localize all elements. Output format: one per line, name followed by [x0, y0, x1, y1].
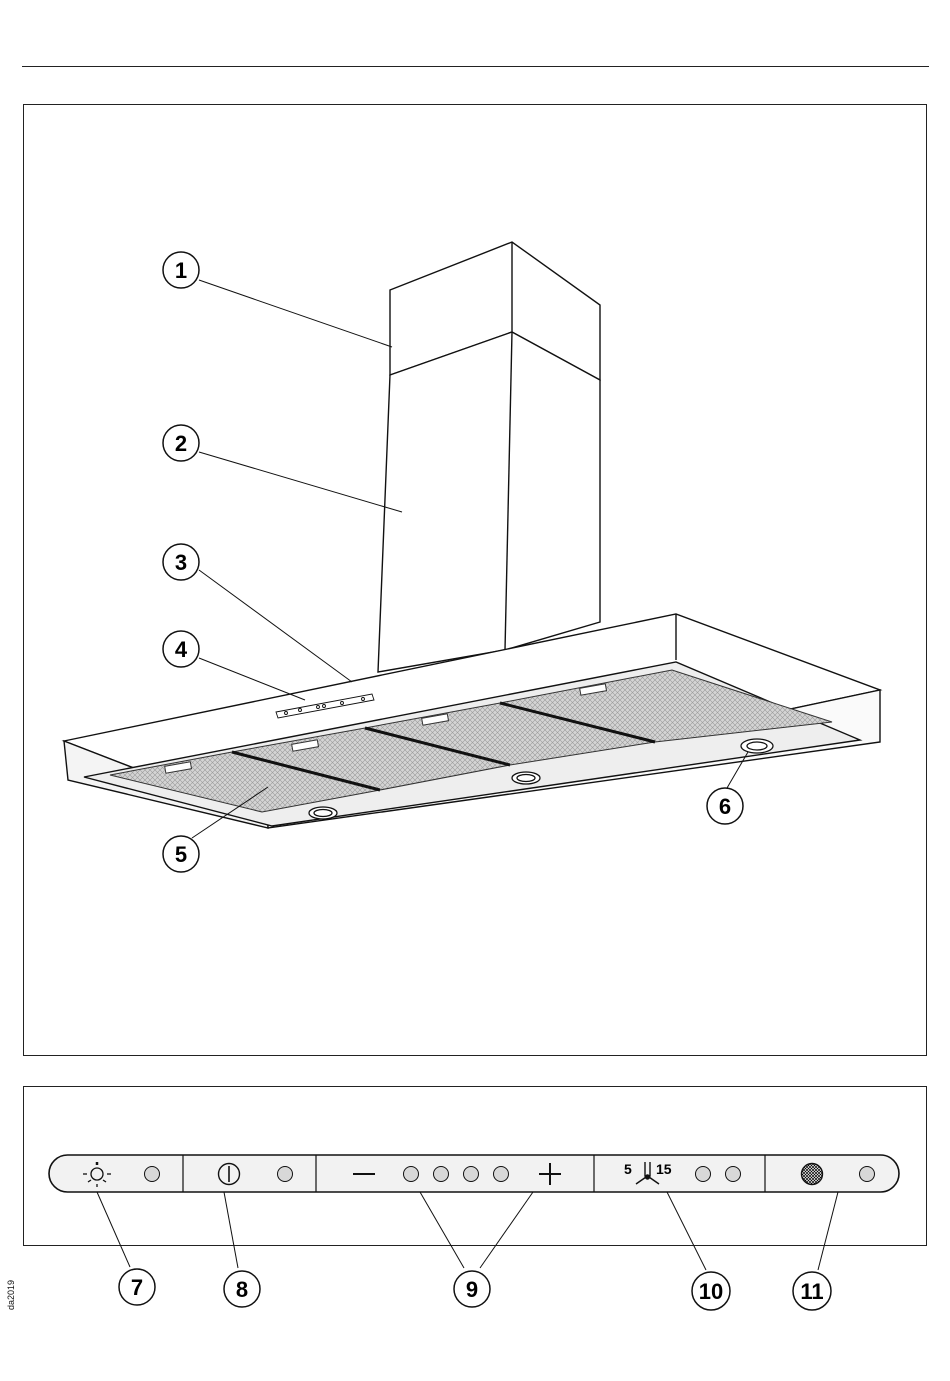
- callout-4: [163, 631, 199, 667]
- callout-label: 11: [800, 1279, 824, 1304]
- callout-label: 8: [235, 1277, 249, 1302]
- callout-label: 9: [465, 1277, 479, 1302]
- callout-label: 10: [698, 1279, 724, 1304]
- callout-label: 6: [718, 794, 732, 819]
- callout-9: [454, 1271, 490, 1307]
- fan-timer-min-label: 5: [624, 1161, 632, 1177]
- callout-8: [224, 1271, 260, 1307]
- light-indicator-led: [145, 1167, 160, 1182]
- callout-label: 5: [174, 842, 188, 867]
- callout-3: [163, 544, 199, 580]
- fan-timer-led-1: [696, 1167, 711, 1182]
- fan-speed-led-1: [404, 1167, 419, 1182]
- control-panel: [49, 1155, 899, 1192]
- filter-button[interactable]: [802, 1164, 823, 1185]
- fan-speed-led-3: [464, 1167, 479, 1182]
- callout-11: [793, 1272, 831, 1310]
- callout-6: [707, 788, 743, 824]
- callout-label: 7: [130, 1275, 144, 1300]
- callout-2: [163, 425, 199, 461]
- filter-icon: [802, 1164, 823, 1185]
- fan-speed-led-4: [494, 1167, 509, 1182]
- callout-label: 3: [174, 550, 188, 575]
- callout-label: 1: [174, 258, 188, 283]
- fan-timer-led-2: [726, 1167, 741, 1182]
- callout-label: 2: [174, 431, 188, 456]
- power-indicator-led: [278, 1167, 293, 1182]
- fan-timer-max-label: 15: [656, 1161, 672, 1177]
- panel-callouts: [119, 1269, 831, 1310]
- callout-5: [163, 836, 199, 872]
- callout-1: [163, 252, 199, 288]
- callout-7: [119, 1269, 155, 1305]
- lower-chimney: [378, 332, 600, 672]
- filter-indicator-led: [860, 1167, 875, 1182]
- callout-10: [692, 1272, 730, 1310]
- fan-speed-led-2: [434, 1167, 449, 1182]
- document-code: da2019: [6, 1279, 17, 1311]
- chimney: [378, 242, 600, 672]
- panel-leader-lines: [97, 1192, 838, 1270]
- callout-label: 4: [174, 637, 188, 662]
